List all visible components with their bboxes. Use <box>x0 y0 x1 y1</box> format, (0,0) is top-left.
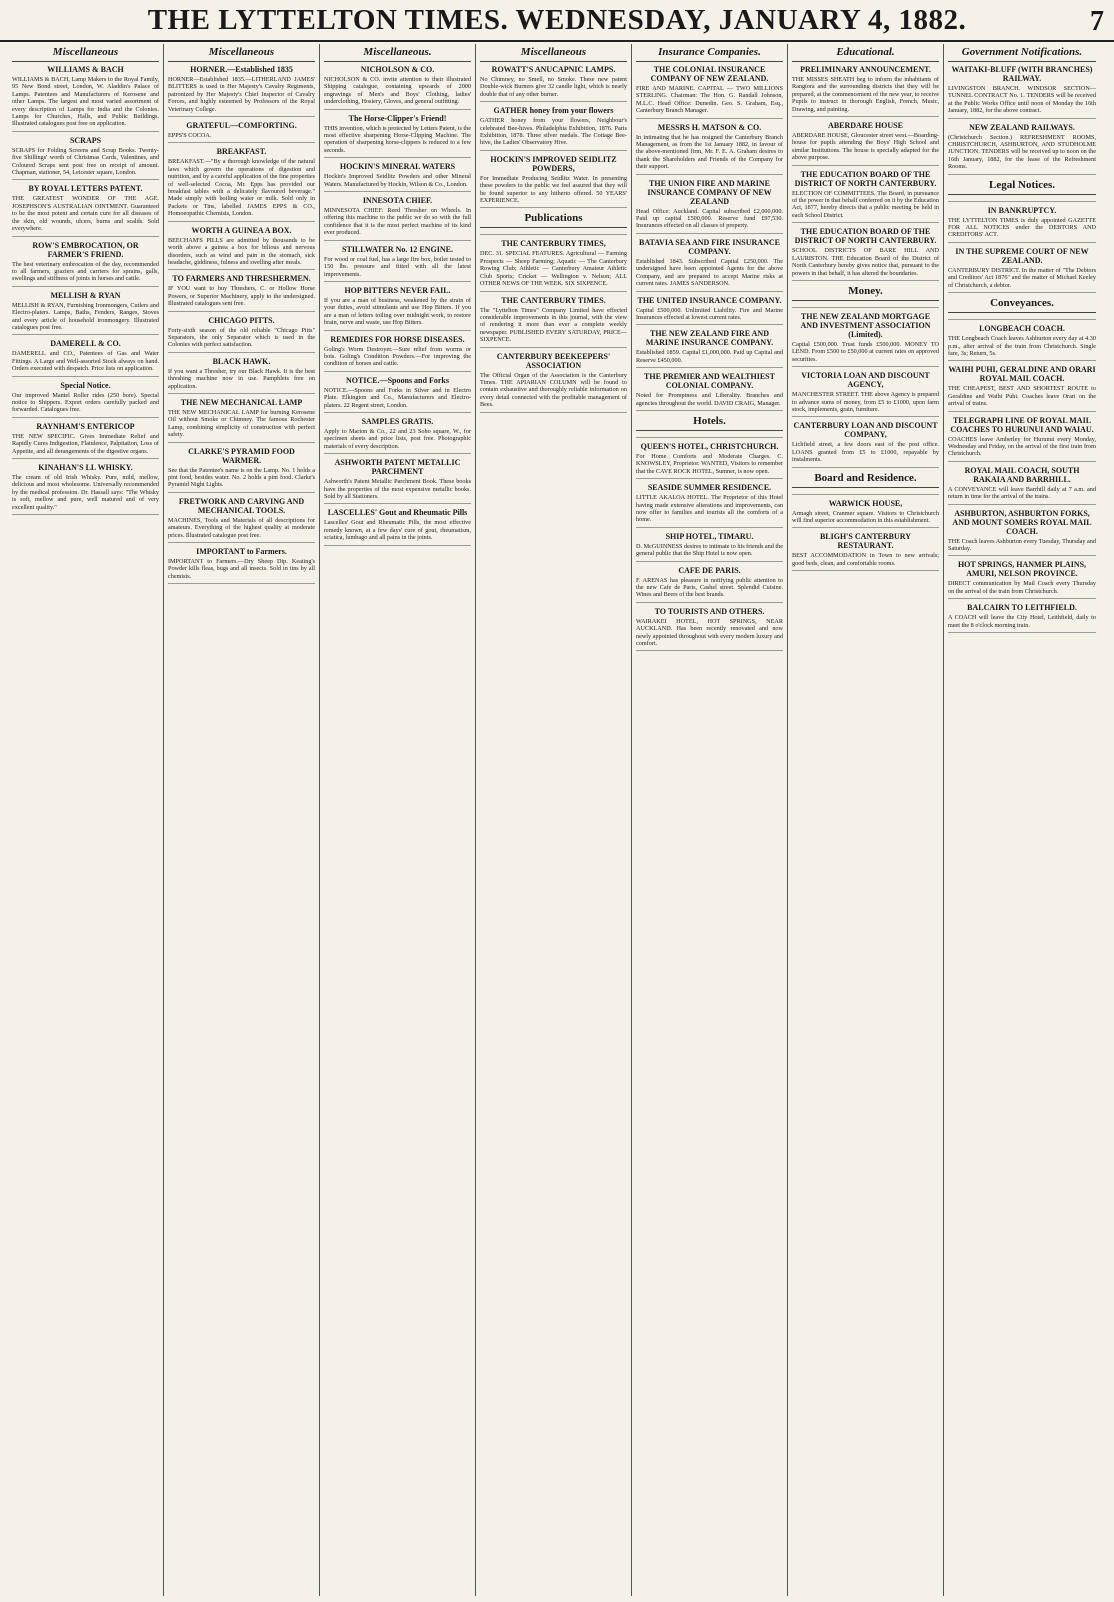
advertisement <box>636 607 783 652</box>
advertisement-heading: ROYAL MAIL COACH, SOUTH RAKAIA AND BARRHILL. <box>964 465 1080 484</box>
advertisement-body: Goling's Worm Destroyer.—Sure relief from worms or bots. Goling's Condition Powders.—For improving the condition of horses and cattle. <box>324 345 471 368</box>
advertisement-body: ELECTION OF COMMITTEES. The Board, in pursuance of the power in that behalf conferred on it by the Education Act, 1877, hereby directs that a public meeting be held in each School District. <box>792 189 939 219</box>
advertisement-body: Lichfield street, a few doors east of the post office. LOANS granted from £5 to £1000, repayable by instalments. <box>792 441 939 464</box>
advertisement-body: Head Office: Auckland. Capital subscribed £2,000,000. Paid up capital £500,000. Reserve fund £97,530. Insurances effected on all classes of property. <box>636 207 783 230</box>
column-1 <box>8 44 164 1596</box>
section-heading: Board and Residence. <box>792 472 939 488</box>
advertisement-heading: ROWATT'S ANUCAPNIC LAMPS. <box>491 65 616 74</box>
advertisement-heading: THE EDUCATION BOARD OF THE DISTRICT OF NORTH CANTERBURY. <box>794 227 937 246</box>
advertisement-heading: PRELIMINARY ANNOUNCEMENT. <box>800 65 931 74</box>
advertisement <box>12 136 159 181</box>
advertisement-body: COACHES leave Amberley for Hurunui every Monday, Wednesday and Friday, on the arrival of the first train from Christchurch. <box>948 435 1096 458</box>
newspaper-title: THE LYTTELTON TIMES. WEDNESDAY, JANUARY 4, 1882. <box>147 4 967 36</box>
advertisement <box>168 226 315 271</box>
advertisement-body: GATHER honey from your flowers, Neighbour's celebrated Bee-hives. Philadelphia Exhibition, 1876. Paris Exhibition, 1878. Three silver medals. The Cottage Bee-hive, the Ladies' Observatory Hive. <box>480 117 627 147</box>
advertisement-heading: THE COLONIAL INSURANCE COMPANY OF NEW ZEALAND. <box>650 65 769 83</box>
advertisement-body: IF YOU want to buy Threshers, C. or Hollow Horse Powers, or Superior Machinery, apply to the undersigned. Illustrated catalogues sent free. <box>168 285 315 308</box>
advertisement-heading: GRATEFUL—COMFORTING. <box>186 121 297 131</box>
advertisement-body: See that the Patentee's name is on the Lamp. No. 1 holds a pint food, besides water. No. 2 holds a pint food. Clarke's Pyramid Night Lights. <box>168 466 315 489</box>
advertisement-body: THE GREATEST WONDER OF THE AGE. JOSEPHSON'S AUSTRALIAN OINTMENT. Guaranteed to be the most potent and certain cure for all diseases of the skin, old wounds, ulcers, burns and scalds. Sold everywhere. <box>12 195 159 233</box>
advertisement-heading: WAITAKI-BLUFF (WITH BRANCHES) RAILWAY. <box>951 65 1093 83</box>
advertisement <box>480 155 627 209</box>
advertisement-body: DAMERELL and CO., Patentees of Gas and Water Fittings. A Large and Well-assorted Stock always on hand. Orders executed with despatch. Price lists on application. <box>12 350 159 373</box>
advertisement <box>792 227 939 281</box>
advertisement-body: IMPORTANT to Farmers.—Dry Sheep Dip. Keating's Powder kills fleas, bugs and all insects. Sold in tins by all chemists. <box>168 558 315 580</box>
masthead <box>0 0 1114 42</box>
advertisement-body: Established 1859. Capital £1,000,000. Paid up Capital and Reserve £450,000. <box>636 349 783 364</box>
advertisement-heading: BY ROYAL LETTERS PATENT. <box>28 184 143 194</box>
advertisement-heading: ABERDARE HOUSE <box>828 121 903 131</box>
advertisement-body: THE Longbeach Coach leaves Ashburton every day at 4.30 p.m., after arrival of the train from Christchurch. Single fare, 3s; Return, 5s. <box>948 335 1096 357</box>
advertisement-body: DEC. 31. SPECIAL FEATURES. Agricultural — Farming Prospects — Sheep Farming; Aquatic — The Canterbury Rowing Club; Athletic — Canterbury Amateur Athletic Club Sports; Cricket — Wellington v. Nelson; ALL OTHER NEWS OF THE WEEK. SIX SIXPENCE. <box>480 250 627 288</box>
advertisement-body: MINNESOTA CHIEF. Reed Thresher on Wheels. In offering this machine to the public we do so with the full confidence that it is the most perfect machine of its kind ever produced. <box>324 207 471 237</box>
advertisement-body: The cream of old Irish Whisky. Pure, mild, mellow, delicious and most wholesome. Universally recommended by the medical profession. Dr. Hassall says: "The Whisky is soft, mellow and pure, well matured and of very excellent quality." <box>12 474 159 511</box>
advertisement-heading: SCRAPS <box>69 135 102 145</box>
advertisement <box>636 329 783 368</box>
advertisement-body: THE CHEAPEST, BEST AND SHORTEST ROUTE to Geraldine and Waihi Puhi. Coaches leave Orari on the arrival of trains. <box>948 385 1096 408</box>
advertisement <box>12 463 159 515</box>
advertisement-body: F. ARENAS has pleasure in notifying public attention to the new Cafe de Paris, Cashel street. Splendid Cuisine. Wines and Beers of the best brands. <box>636 576 783 599</box>
column-heading: Miscellaneous <box>168 46 315 62</box>
section-heading: Money. <box>792 285 939 301</box>
advertisement <box>480 106 627 151</box>
advertisement <box>168 447 315 493</box>
advertisement-heading: NOTICE.—Spoons and Forks <box>346 375 449 385</box>
advertisement-heading: BALCAIRN TO LEITHFIELD. <box>967 603 1077 613</box>
advertisement-heading: TO FARMERS AND THRESHERMEN. <box>172 274 311 284</box>
advertisement <box>792 121 939 166</box>
advertisement-body: Established 1843. Subscribed Capital £250,000. The undersigned have been appointed Agents for the above Company, and are prepared to accept Marine risks at current rates. JAMES SANDERSON. <box>636 257 783 288</box>
advertisement <box>948 123 1096 175</box>
advertisement-heading: LASCELLES' Gout and Rheumatic Pills <box>327 508 468 518</box>
advertisement-heading: TELEGRAPH LINE OF ROYAL MAIL COACHES TO HURUNUI AND WAIAU. <box>950 415 1094 434</box>
advertisement-body: WILLIAMS & BACH, Lamp Makers to the Royal Family, 95 New Bond street, London, W. Aladdin's Palace of Lamps. Patentees and Manufacturers of Kerosene and other Lamps. The largest and most varied assortment of every description of Lamps for India and the Colonies. Lamps for Churches, Halls, and Public Buildings. Illustrated catalogues post free on application. <box>12 76 159 128</box>
advertisement-body: MELLISH & RYAN, Furnishing Ironmongers, Cutlers and Electro-platers. Lamps, Baths, Fenders, Ranges, Stoves and every article of household ironmongery. Illustrated catalogues post free. <box>12 301 159 331</box>
advertisement-heading: THE NEW MECHANICAL LAMP <box>180 397 303 407</box>
advertisement-body: SCHOOL DISTRICTS OF BARE HILL AND LAURISTON. THE Education Board of the District of North Canterbury hereby gives notice that, pursuant to the powers in that behalf, it has altered the boundaries. <box>792 247 939 277</box>
advertisement-body: Armagh street, Cranmer square. Visitors to Christchurch will find superior accommodation in this establishment. <box>792 509 939 524</box>
advertisement-heading: IMPORTANT to Farmers. <box>196 547 287 557</box>
advertisement <box>792 170 939 224</box>
advertisement-body: The best veterinary embrocation of the day, recommended to all farmers, graziers and carriers for sprains, galls, swellings and stiffness of joints in horses and cattle. <box>12 260 159 283</box>
advertisement-heading: CAFE DE PARIS. <box>678 565 741 575</box>
advertisement-heading: QUEEN'S HOTEL, CHRISTCHURCH. <box>640 441 779 451</box>
advertisement-body: BREAKFAST.—"By a thorough knowledge of the natural laws which govern the operations of digestion and nutrition, and by a careful application of the fine properties of well-selected Cocoa, Mr. Epps has provided our breakfast tables with a delicately flavoured beverage." Made simply with boiling water or milk. Sold only in Packets or Tins, labelled JAMES EPPS & CO., Homoeopathic Chemists, London. <box>168 158 315 218</box>
advertisement-body: NOTICE.—Spoons and Forks in Silver and in Electro Plate. Elkington and Co., Manufacturers and Electro-platers. 22 Regent street, London. <box>324 386 471 409</box>
advertisement <box>324 196 471 241</box>
advertisement-heading: WARWICK HOUSE, <box>828 498 903 508</box>
advertisement <box>168 357 315 394</box>
advertisement <box>636 123 783 175</box>
advertisement-heading: WILLIAMS & BACH <box>47 65 124 74</box>
advertisement <box>948 416 1096 462</box>
advertisement-heading: STILLWATER No. 12 ENGINE. <box>342 244 453 254</box>
advertisement <box>948 365 1096 411</box>
advertisement-heading: THE NEW ZEALAND MORTGAGE AND INVESTMENT ASSOCIATION (Limited). <box>800 311 931 339</box>
page-columns <box>8 44 1106 1596</box>
advertisement <box>168 147 315 221</box>
advertisement <box>12 184 159 236</box>
advertisement-heading: Special Notice. <box>60 380 111 390</box>
column-heading: Government Notifications. <box>948 46 1096 62</box>
advertisement-heading: SHIP HOTEL, TIMARU. <box>665 531 754 541</box>
advertisement <box>12 422 159 459</box>
advertisement <box>324 245 471 282</box>
advertisement <box>792 532 939 571</box>
advertisement <box>324 417 471 454</box>
advertisement-heading: BLIGH'S CANTERBURY RESTAURANT. <box>819 532 912 551</box>
advertisement-heading: THE UNITED INSURANCE COMPANY. <box>637 295 782 305</box>
advertisement <box>324 65 471 110</box>
advertisement <box>480 352 627 413</box>
advertisement-heading: BLACK HAWK. <box>212 356 271 366</box>
advertisement-body: MACHINES, Tools and Materials of all descriptions for amateurs. Everything of the highest quality at moderate prices. Illustrated catalogue post free. <box>168 516 315 539</box>
column-2 <box>164 44 320 1596</box>
advertisement-body: SCRAPS for Folding Screens and Scrap Books. Twenty-five Shillings' worth of Christmas Cards, Valentines, and Coloured Scraps sent post free on receipt of amount. Chapman, stationer, 54, Leicester square, London. <box>12 146 159 177</box>
advertisement-body: DIRECT communication by Mail Coach every Thursday on the arrival of the train from Christchurch. <box>948 580 1096 595</box>
advertisement <box>324 162 471 192</box>
advertisement <box>480 239 627 291</box>
advertisement-body: No Chimney, no Smell, no Smoke. These new patent Double-wick Burners give 32 candle light, which is nearly double that of any other burner. <box>480 76 627 98</box>
advertisement-body: THE MISSES SHEATH beg to inform the inhabitants of Rangiora and the surrounding districts that they will be prepared, at the commencement of the new year, to receive Pupils to instruct in thorough English, French, Music, Drawing, and painting. <box>792 76 939 113</box>
advertisement-heading: CHICAGO PITTS. <box>208 315 275 325</box>
advertisement-body: D. McGUINNESS desires to intimate to his friends and the general public that the Ship Hotel is now open. <box>636 542 783 558</box>
advertisement <box>792 472 939 495</box>
column-heading: Educational. <box>792 46 939 62</box>
advertisement-body: Ashworth's Patent Metallic Parchment Book. These books have the properties of the most expensive metallic books. Sold by all Stationers. <box>324 478 471 500</box>
column-heading: Miscellaneous <box>12 46 159 62</box>
column-heading: Miscellaneous <box>480 46 627 62</box>
section-heading: Conveyances. <box>948 297 1096 313</box>
advertisement-heading: CLARKE'S PYRAMID FOOD WARMER. <box>188 446 295 465</box>
advertisement <box>636 238 783 292</box>
advertisement-heading: NEW ZEALAND RAILWAYS. <box>969 122 1075 132</box>
advertisement <box>324 376 471 413</box>
advertisement-body: Lascelles' Gout and Rheumatic Pills, the most effective remedy known, at a few days' cure of gout, rheumatism, sciatica, lumbago and all pains in the joints. <box>324 519 471 542</box>
advertisement-body: Capital £500,000. Unlimited Liability. Fire and Marine Insurances effected at lowest current rates. <box>636 306 783 321</box>
advertisement <box>636 179 783 234</box>
advertisement <box>480 212 627 235</box>
advertisement-body: A COACH will leave the City Hotel, Leithfield, daily to meet the 8 o'clock morning train. <box>948 614 1096 629</box>
column-heading: Miscellaneous. <box>324 46 471 62</box>
advertisement <box>792 285 939 308</box>
advertisement-heading: HORNER.—Established 1835 <box>190 65 293 74</box>
column-4 <box>476 44 632 1596</box>
advertisement <box>480 65 627 102</box>
advertisement <box>636 442 783 479</box>
advertisement-heading: TO TOURISTS AND OTHERS. <box>654 606 765 616</box>
advertisement-heading: MELLISH & RYAN <box>50 290 121 300</box>
advertisement <box>12 339 159 376</box>
advertisement <box>324 286 471 331</box>
advertisement-body: In intimating that he has resigned the Canterbury Branch Management, as from the 1st January 1882, in favour of the above-mentioned firm, Mr. F. E. A. Graham desires to thank the Shareholders and Friends of the Company for their support. <box>636 133 783 171</box>
advertisement <box>948 206 1096 243</box>
advertisement <box>948 297 1096 320</box>
advertisement-heading: HOCKIN'S MINERAL WATERS <box>339 162 456 172</box>
advertisement-body: Our improved Mantel Roller rides (250 bore). Special notice to Shippers. Export orders carefully packed and forwarded. Catalogues free. <box>12 391 159 414</box>
advertisement-heading: INNESOTA CHIEF. <box>362 196 433 206</box>
advertisement <box>168 65 315 117</box>
advertisement-heading: WAIHI PUHI, GERALDINE AND ORARI ROYAL MAIL COACH. <box>948 365 1096 384</box>
advertisement <box>324 458 471 504</box>
page-number: 7 <box>1090 6 1104 37</box>
advertisement-heading: THE CANTERBURY TIMES, <box>501 239 606 249</box>
advertisement <box>168 316 315 353</box>
advertisement <box>168 497 315 543</box>
advertisement-body: THE NEW SPECIFIC. Gives Immediate Relief and Rapidly Cures Indigestion, Flatulence, Palpitation, Loss of Appetite, and all derangements of the digestive organs. <box>12 432 159 455</box>
advertisement-body: BEST ACCOMMODATION in Town to new arrivals; good beds, clean, and comfortable rooms. <box>792 552 939 567</box>
advertisement <box>636 415 783 438</box>
column-heading: Insurance Companies. <box>636 46 783 62</box>
advertisement-body: The "Lyttelton Times" Company Limited have effected considerable improvements in this journal, with the view of rendering it more than ever a complete weekly newspaper. PUBLISHED EVERY SATURDAY, PRICE—SIXPENCE. <box>480 306 627 344</box>
advertisement <box>12 241 159 287</box>
advertisement-body: Apply to Marion & Co., 22 and 23 Soho square, W., for specimen sheets and price lists, post free. Photographic materials of every description. <box>324 427 471 450</box>
advertisement <box>168 398 315 443</box>
advertisement-body: THE Coach leaves Ashburton every Tuesday, Thursday and Saturday. <box>948 537 1096 552</box>
section-heading: Hotels. <box>636 415 783 431</box>
advertisement-body: EPPS'S COCOA. <box>168 132 212 140</box>
advertisement <box>948 466 1096 505</box>
advertisement-body: HORNER—Established 1835.—LITHERLAND JAMES' BLITTERS is used in Her Majesty's Cavalry Regiments, patronized by Her Majesty's Chief Inspector of Cavalry Forces, and highly esteemed by Professors of the Royal Veterinary College. <box>168 76 315 113</box>
column-3 <box>320 44 476 1596</box>
advertisement-body: THE NEW MECHANICAL LAMP for burning Kerosene Oil without Smoke or Chimney. The famous Rochester Lamp, combining simplicity of construction with perfect safety. <box>168 408 315 439</box>
advertisement-heading: REMEDIES FOR HORSE DISEASES. <box>330 334 465 344</box>
advertisement <box>636 296 783 326</box>
advertisement <box>948 65 1096 119</box>
advertisement-heading: The Horse-Clipper's Friend! <box>348 113 447 123</box>
advertisement <box>636 372 783 411</box>
advertisement-body: For Immediate Producing Seidlitz Water. In presenting these powders to the public we feel assured that they will be found superior to any hitherto offered. 50 YEARS' EXPERIENCE. <box>480 174 627 205</box>
advertisement <box>636 532 783 562</box>
advertisement-heading: HOP BITTERS NEVER FAIL. <box>344 285 451 295</box>
advertisement-body: LIVINGSTON BRANCH. WINDSOR SECTION—TUNNEL CONTRACT No. 1. TENDERS will be received at the Public Works Office until noon of Monday the 16th January, 1882, for the above contract. <box>948 85 1096 115</box>
advertisement-heading: ASHWORTH PATENT METALLIC PARCHMENT <box>334 458 461 477</box>
advertisement-heading: CANTERBURY BEEKEEPERS' ASSOCIATION <box>496 351 611 370</box>
advertisement-body: If you are a man of business, weakened by the strain of your duties, avoid stimulants and use Hop Bitters. If you are a man of letters toiling over midnight work, to restore brain, nerve and waste, use Hop Bitters. <box>324 296 471 327</box>
advertisement-body: Hockin's Improved Seidlitz Powders and other Mineral Waters. Manufactured by Hockin, Wilson & Co., London. <box>324 173 471 188</box>
advertisement-body: THIS invention, which is protected by Letters Patent, is the most effective sharpening Horse-Clipping Machine. The operation of sharpening horse-clippers is reduced to a few seconds. <box>324 124 471 154</box>
advertisement-body: Forty-sixth season of the old reliable "Chicago Pitts" Separators, the only Separator which is used in the Colonies with perfect satisfaction. <box>168 326 315 349</box>
advertisement-heading: KINAHAN'S LL WHISKY. <box>38 463 133 472</box>
advertisement-heading: BREAKFAST. <box>216 147 267 157</box>
advertisement-heading: ROW'S EMBROCATION, OR FARMER'S FRIEND. <box>32 240 139 259</box>
advertisement <box>792 371 939 417</box>
advertisement-heading: RAYNHAM'S ENTERICOP <box>36 421 135 431</box>
advertisement-body: LITTLE AKALOA HOTEL. The Proprietor of this Hotel having made extensive alterations and improvements, can now offer to families and tourists all the comforts of a home. <box>636 494 783 524</box>
advertisement <box>792 499 939 529</box>
advertisement-heading: NICHOLSON & CO. <box>360 65 435 74</box>
advertisement-body: (Christchurch Section.) REFRESHMENT ROOMS, CHRISTCHURCH, ASHBURTON, AND STUDHOLME JUNCTION. TENDERS will be received up to noon on the 16th January, 1882, for the lease of the Refreshment Rooms. <box>948 133 1096 171</box>
advertisement <box>948 247 1096 293</box>
advertisement <box>12 291 159 336</box>
advertisement-heading: THE UNION FIRE AND MARINE INSURANCE COMPANY OF NEW ZEALAND <box>647 178 772 206</box>
advertisement <box>480 296 627 348</box>
advertisement-heading: LONGBEACH COACH. <box>979 324 1065 334</box>
advertisement-heading: SEASIDE SUMMER RESIDENCE. <box>647 483 772 493</box>
advertisement-heading: THE CANTERBURY TIMES. <box>501 295 606 305</box>
advertisement <box>324 508 471 545</box>
advertisement <box>792 65 939 117</box>
advertisement-heading: MESSRS H. MATSON & CO. <box>657 122 762 132</box>
advertisement-heading: IN BANKRUPTCY. <box>987 205 1057 215</box>
advertisement <box>792 312 939 367</box>
advertisement-body: ABERDARE HOUSE, Gloucester street west.—Boarding-house for pupils attending the Boys' High School and similar Institutions. The house is specially adapted for the above purpose. <box>792 132 939 162</box>
advertisement <box>324 114 471 159</box>
advertisement <box>12 65 159 132</box>
advertisement <box>168 121 315 143</box>
advertisement-body: A CONVEYANCE will leave Barrhill daily at 7 a.m. and return in time for the arrival of the trains. <box>948 485 1096 501</box>
advertisement <box>948 324 1096 361</box>
advertisement <box>12 381 159 418</box>
advertisement-heading: DAMERELL & CO. <box>50 339 121 349</box>
advertisement-body: WAIRAKEI HOTEL, HOT SPRINGS, NEAR AUCKLAND. Has been recently renovated and now newly appointed throughout with every modern luxury and comfort. <box>636 617 783 648</box>
advertisement <box>948 560 1096 599</box>
advertisement-heading: SAMPLES GRATIS. <box>361 416 434 426</box>
advertisement <box>792 421 939 467</box>
advertisement-heading: WORTH A GUINEA A BOX. <box>191 225 292 235</box>
advertisement-heading: GATHER honey from your flowers <box>493 106 614 116</box>
advertisement-heading: HOT SPRINGS, HANMER PLAINS, AMURI, NELSON PROVINCE. <box>957 560 1087 579</box>
advertisement <box>168 547 315 584</box>
advertisement-heading: FRETWORK AND CARVING AND MECHANICAL TOOLS. <box>178 496 305 515</box>
column-6 <box>788 44 944 1596</box>
advertisement-heading: CANTERBURY LOAN AND DISCOUNT COMPANY, <box>793 421 938 440</box>
advertisement-body: CANTERBURY DISTRICT. In the matter of "The Debtors and Creditors' Act 1876" and the matter of Michael Keeley of Christchurch, a debtor. <box>948 266 1096 289</box>
advertisement <box>324 335 471 372</box>
section-heading: Legal Notices. <box>948 179 1096 195</box>
advertisement-body: THE LYTTELTON TIMES is duly appointed GAZETTE FOR ALL NOTICES under the DEBTORS AND CREDITORS' ACT. <box>948 216 1096 239</box>
column-7 <box>944 44 1100 1596</box>
advertisement-body: MANCHESTER STREET. THE above Agency is prepared to advance sums of money, from £5 to £1000, upon farm stock, implements, grain, furniture. <box>792 391 939 413</box>
advertisement <box>636 483 783 528</box>
advertisement <box>636 65 783 119</box>
advertisement <box>168 274 315 311</box>
advertisement-body: Noted for Promptness and Liberality. Branches and agencies throughout the world. DAVID CRAIG, Manager. <box>636 392 783 407</box>
advertisement-body: The Official Organ of the Association is the Canterbury Times. THE APIARIAN COLUMN will be found to contain exhaustive and thoroughly reliable information on every detail connected with the profitable management of Bees. <box>480 371 627 409</box>
advertisement-heading: THE EDUCATION BOARD OF THE DISTRICT OF NORTH CANTERBURY. <box>794 169 937 188</box>
advertisement-body: NICHOLSON & CO. invite attention to their illustrated Shipping catalogue, containing upwards of 2000 engravings of Men's and Boys' Clothing, ladies' underclothing, Hosiery, Gloves, and general outfitting. <box>324 76 471 106</box>
advertisement <box>636 566 783 603</box>
advertisement-heading: IN THE SUPREME COURT OF NEW ZEALAND. <box>955 246 1089 265</box>
advertisement-body: For wood or coal fuel, has a large fire box, boiler tested to 150 lbs. pressure and fitted with all the latest improvements. <box>324 255 471 278</box>
advertisement-heading: HOCKIN'S IMPROVED SEIDLITZ POWDERS, <box>490 154 617 173</box>
section-heading: Publications <box>480 212 627 228</box>
advertisement-heading: THE NEW ZEALAND FIRE AND MARINE INSURANCE COMPANY. <box>645 329 774 348</box>
advertisement-body: Capital £500,000. Trust funds £500,000. MONEY TO LEND. From £500 to £50,000 at current rates on approved securities. <box>792 340 939 363</box>
advertisement <box>948 179 1096 202</box>
advertisement-body: For Home Comforts and Moderate Charges. C. KNOWSLEY, Proprietor. WANTED, Visitors to remember that the CAVE ROCK HOTEL, Sumner, is now open. <box>636 452 783 475</box>
advertisement-heading: THE PREMIER AND WEALTHIEST COLONIAL COMPANY. <box>644 372 775 391</box>
advertisement <box>948 509 1096 557</box>
advertisement-body: If you want a Thresher, try our Black Hawk. It is the best threshing machine now in use. Pamphlets free on application. <box>168 367 315 390</box>
advertisement <box>948 603 1096 633</box>
advertisement-heading: ASHBURTON, ASHBURTON FORKS, AND MOUNT SOMERS ROYAL MAIL COACH. <box>952 508 1092 536</box>
advertisement-body: BEECHAM'S PILLS are admitted by thousands to be worth above a guinea a box for bilious and nervous disorders, such as wind and pain in the stomach, sick headache, giddiness, fulness and swelling after meals. <box>168 236 315 266</box>
advertisement-heading: VICTORIA LOAN AND DISCOUNT AGENCY, <box>801 371 930 390</box>
column-5 <box>632 44 788 1596</box>
advertisement-heading: BATAVIA SEA AND FIRE INSURANCE COMPANY. <box>639 237 780 256</box>
advertisement-body: FIRE AND MARINE. CAPITAL — TWO MILLIONS STERLING. Chairman: The Hon. G. Randall Johnson, M.L.C. Head Office: Dunedin. Geo. S. Graham, Esq., Canterbury Branch Manager. <box>636 85 783 115</box>
